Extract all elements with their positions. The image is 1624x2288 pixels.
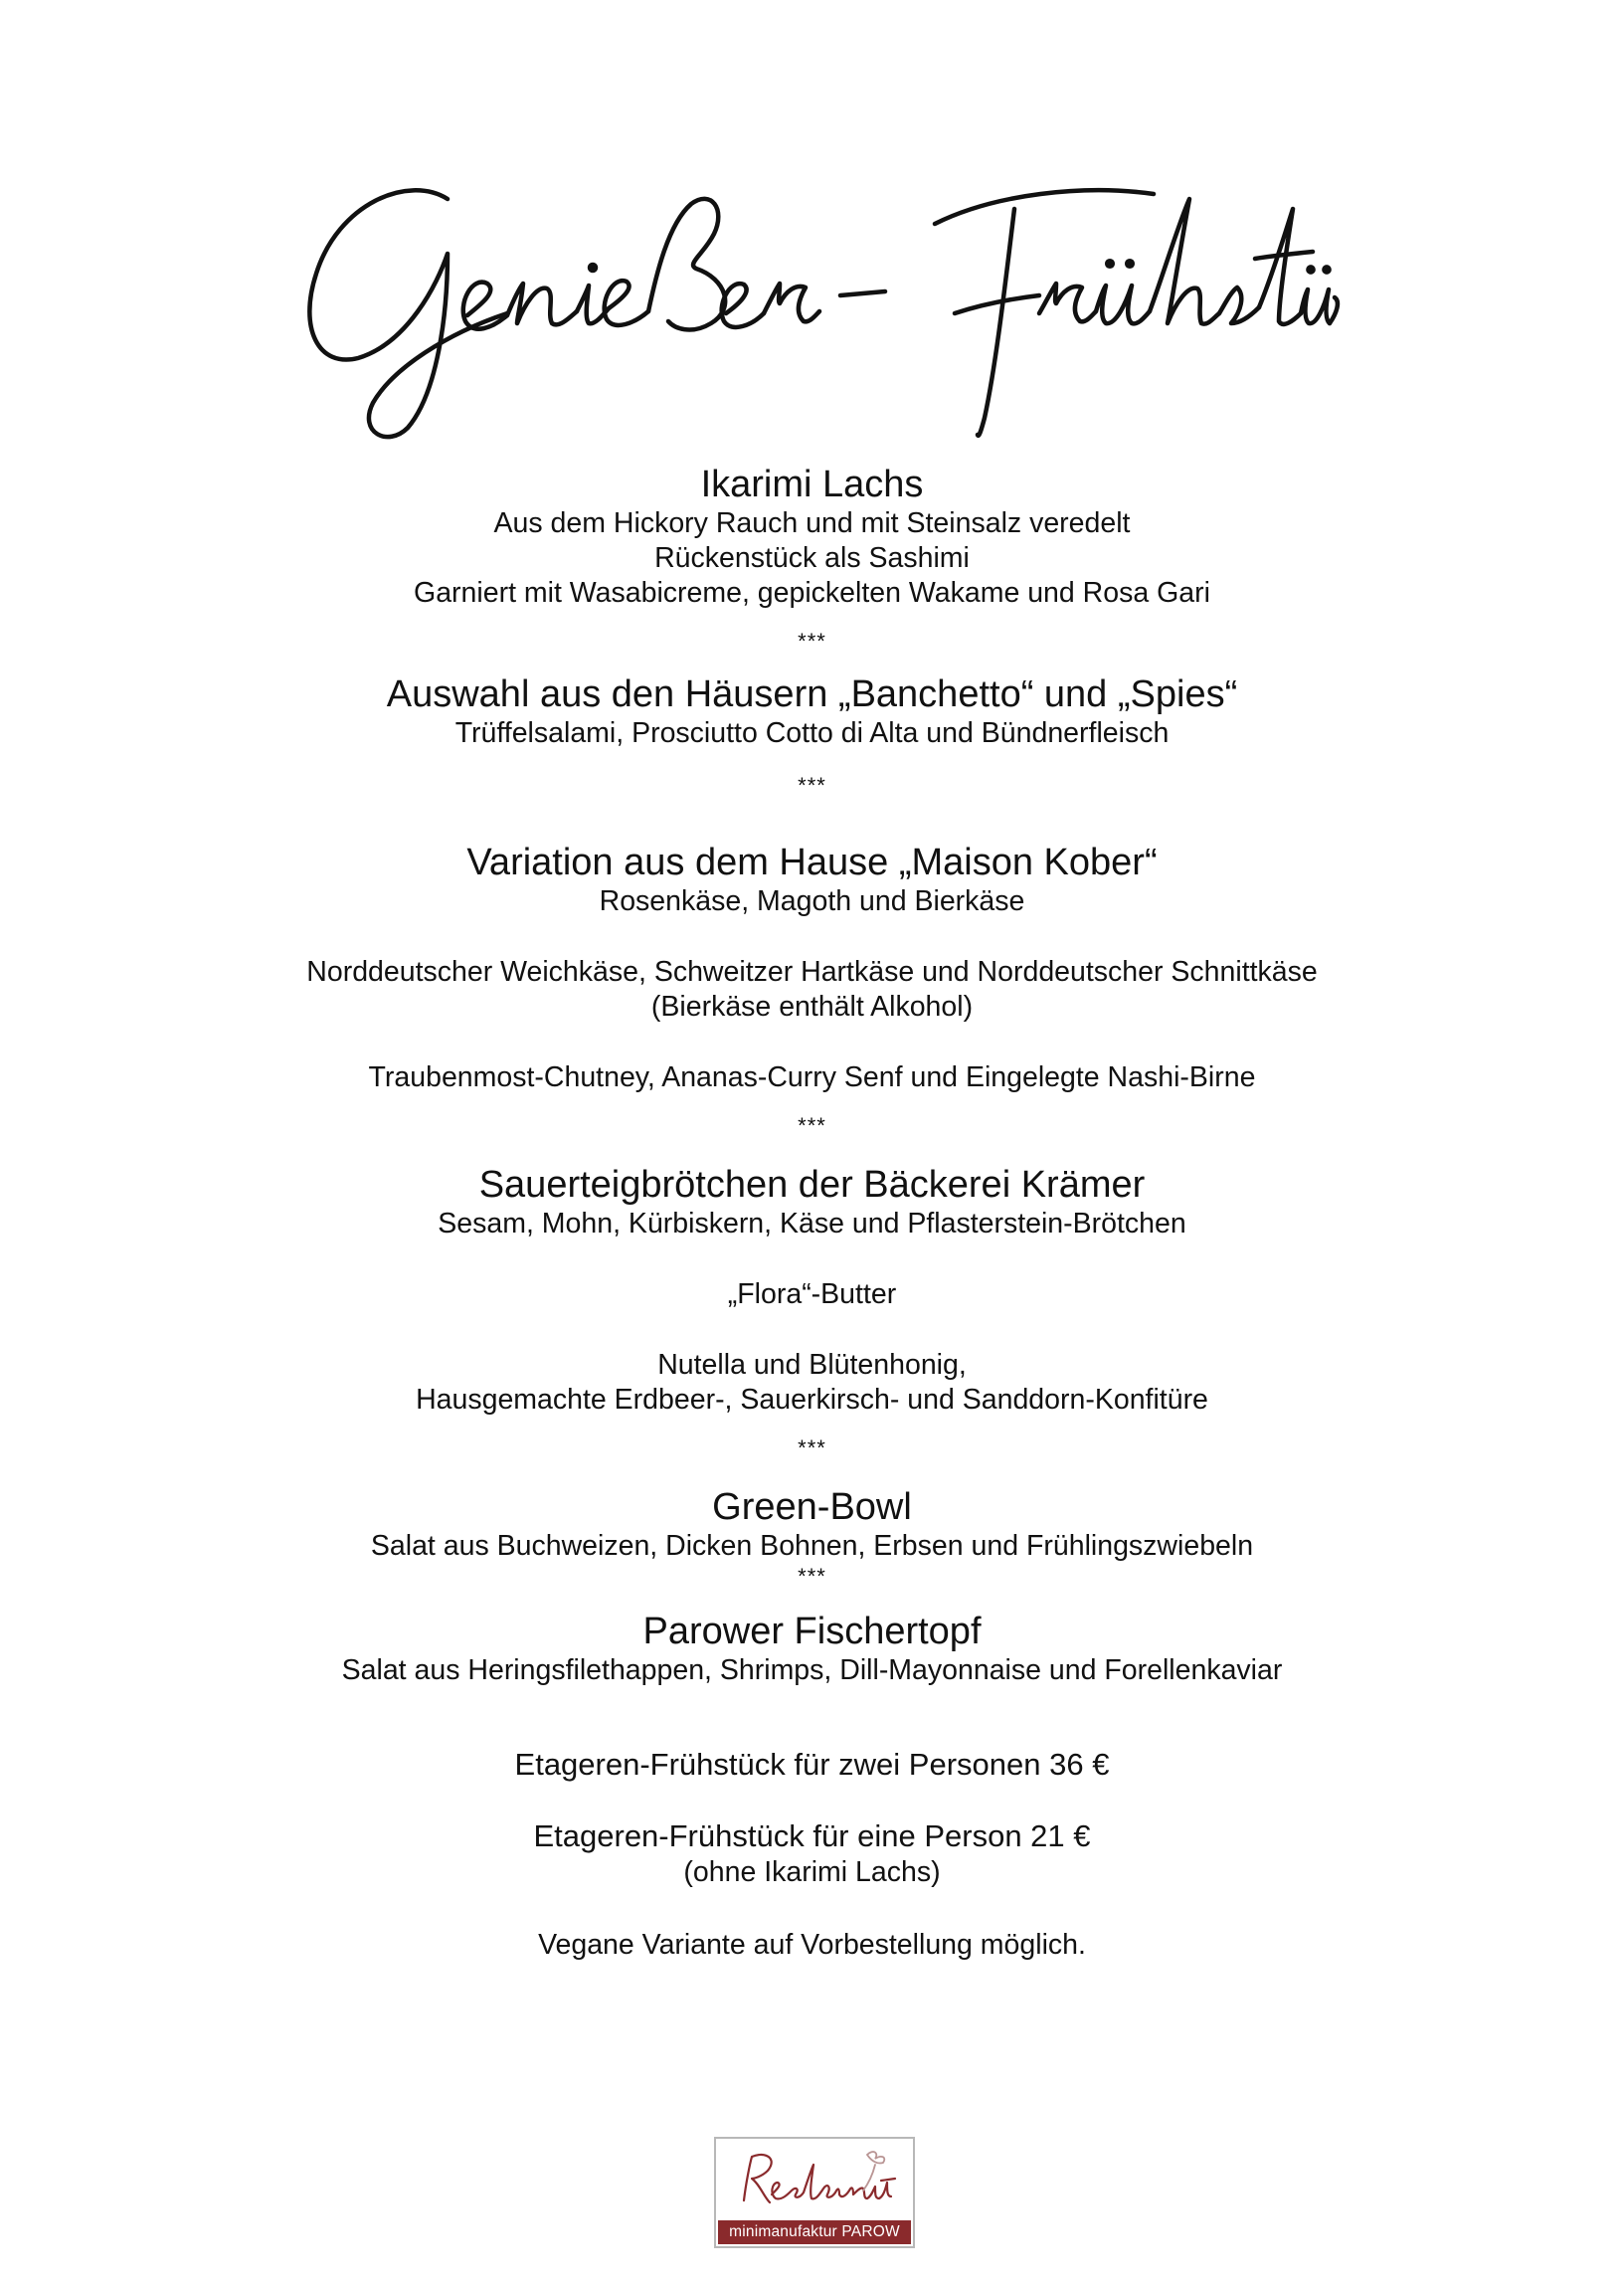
price-one-person: Etageren-Frühstück für eine Person 21 € (533, 1818, 1091, 1853)
course-title: Ikarimi Lachs (700, 464, 924, 505)
course-title: Green-Bowl (712, 1486, 912, 1528)
course-line: Salat aus Heringsfilethappen, Shrimps, Dill-Mayonnaise und Forellenkaviar (341, 1654, 1283, 1686)
course-line: Aus dem Hickory Rauch und mit Steinsalz veredelt (493, 507, 1131, 539)
logo-script-drawing (716, 2139, 913, 2222)
course-line: Nutella und Blütenhonig, (657, 1349, 967, 1381)
course-line: „Flora“-Butter (727, 1278, 897, 1310)
course-title: Sauerteigbrötchen der Bäckerei Krämer (478, 1164, 1146, 1206)
course-separator: *** (798, 1435, 826, 1460)
course-line: Garniert mit Wasabicreme, gepickelten Wakame und Rosa Gari (414, 577, 1210, 609)
course-line: (Bierkäse enthält Alkohol) (650, 991, 974, 1023)
price-two-persons: Etageren-Frühstück für zwei Personen 36 € (514, 1747, 1110, 1782)
restaurant-logo (714, 2137, 915, 2248)
course-line: Traubenmost-Chutney, Ananas-Curry Senf und Eingelegte Nashi-Birne (368, 1061, 1256, 1093)
course-title: Auswahl aus den Häusern „Banchetto“ und „Spies“ (386, 673, 1238, 715)
course-separator: *** (798, 773, 826, 798)
course-line: Salat aus Buchweizen, Dicken Bohnen, Erbsen und Frühlingszwiebeln (370, 1530, 1254, 1562)
course-separator: *** (798, 629, 826, 654)
course-line: Rosenkäse, Magoth und Bierkäse (599, 885, 1025, 917)
title-script-drawing (298, 164, 1353, 453)
course-line: Sesam, Mohn, Kürbiskern, Käse und Pflasterstein-Brötchen (438, 1208, 1186, 1239)
price-one-person-note: (ohne Ikarimi Lachs) (683, 1856, 941, 1888)
logo-band: minimanufaktur PAROW (718, 2220, 911, 2244)
course-line: Trüffelsalami, Prosciutto Cotto di Alta und Bündnerfleisch (454, 717, 1170, 749)
course-line: Hausgemachte Erdbeer-, Sauerkirsch- und Sanddorn-Konfitüre (416, 1384, 1208, 1416)
menu-title-script (298, 164, 1353, 453)
course-separator: *** (798, 1113, 826, 1138)
course-title: Parower Fischertopf (642, 1611, 982, 1652)
course-separator: *** (798, 1564, 826, 1589)
course-line: Rückenstück als Sashimi (654, 542, 970, 574)
menu-body (0, 463, 1624, 1963)
course-line: Norddeutscher Weichkäse, Schweitzer Hartkäse und Norddeutscher Schnittkäse (306, 956, 1318, 988)
course-title: Variation aus dem Hause „Maison Kober“ (466, 842, 1158, 883)
vegan-note: Vegane Variante auf Vorbestellung möglich. (538, 1929, 1086, 1961)
